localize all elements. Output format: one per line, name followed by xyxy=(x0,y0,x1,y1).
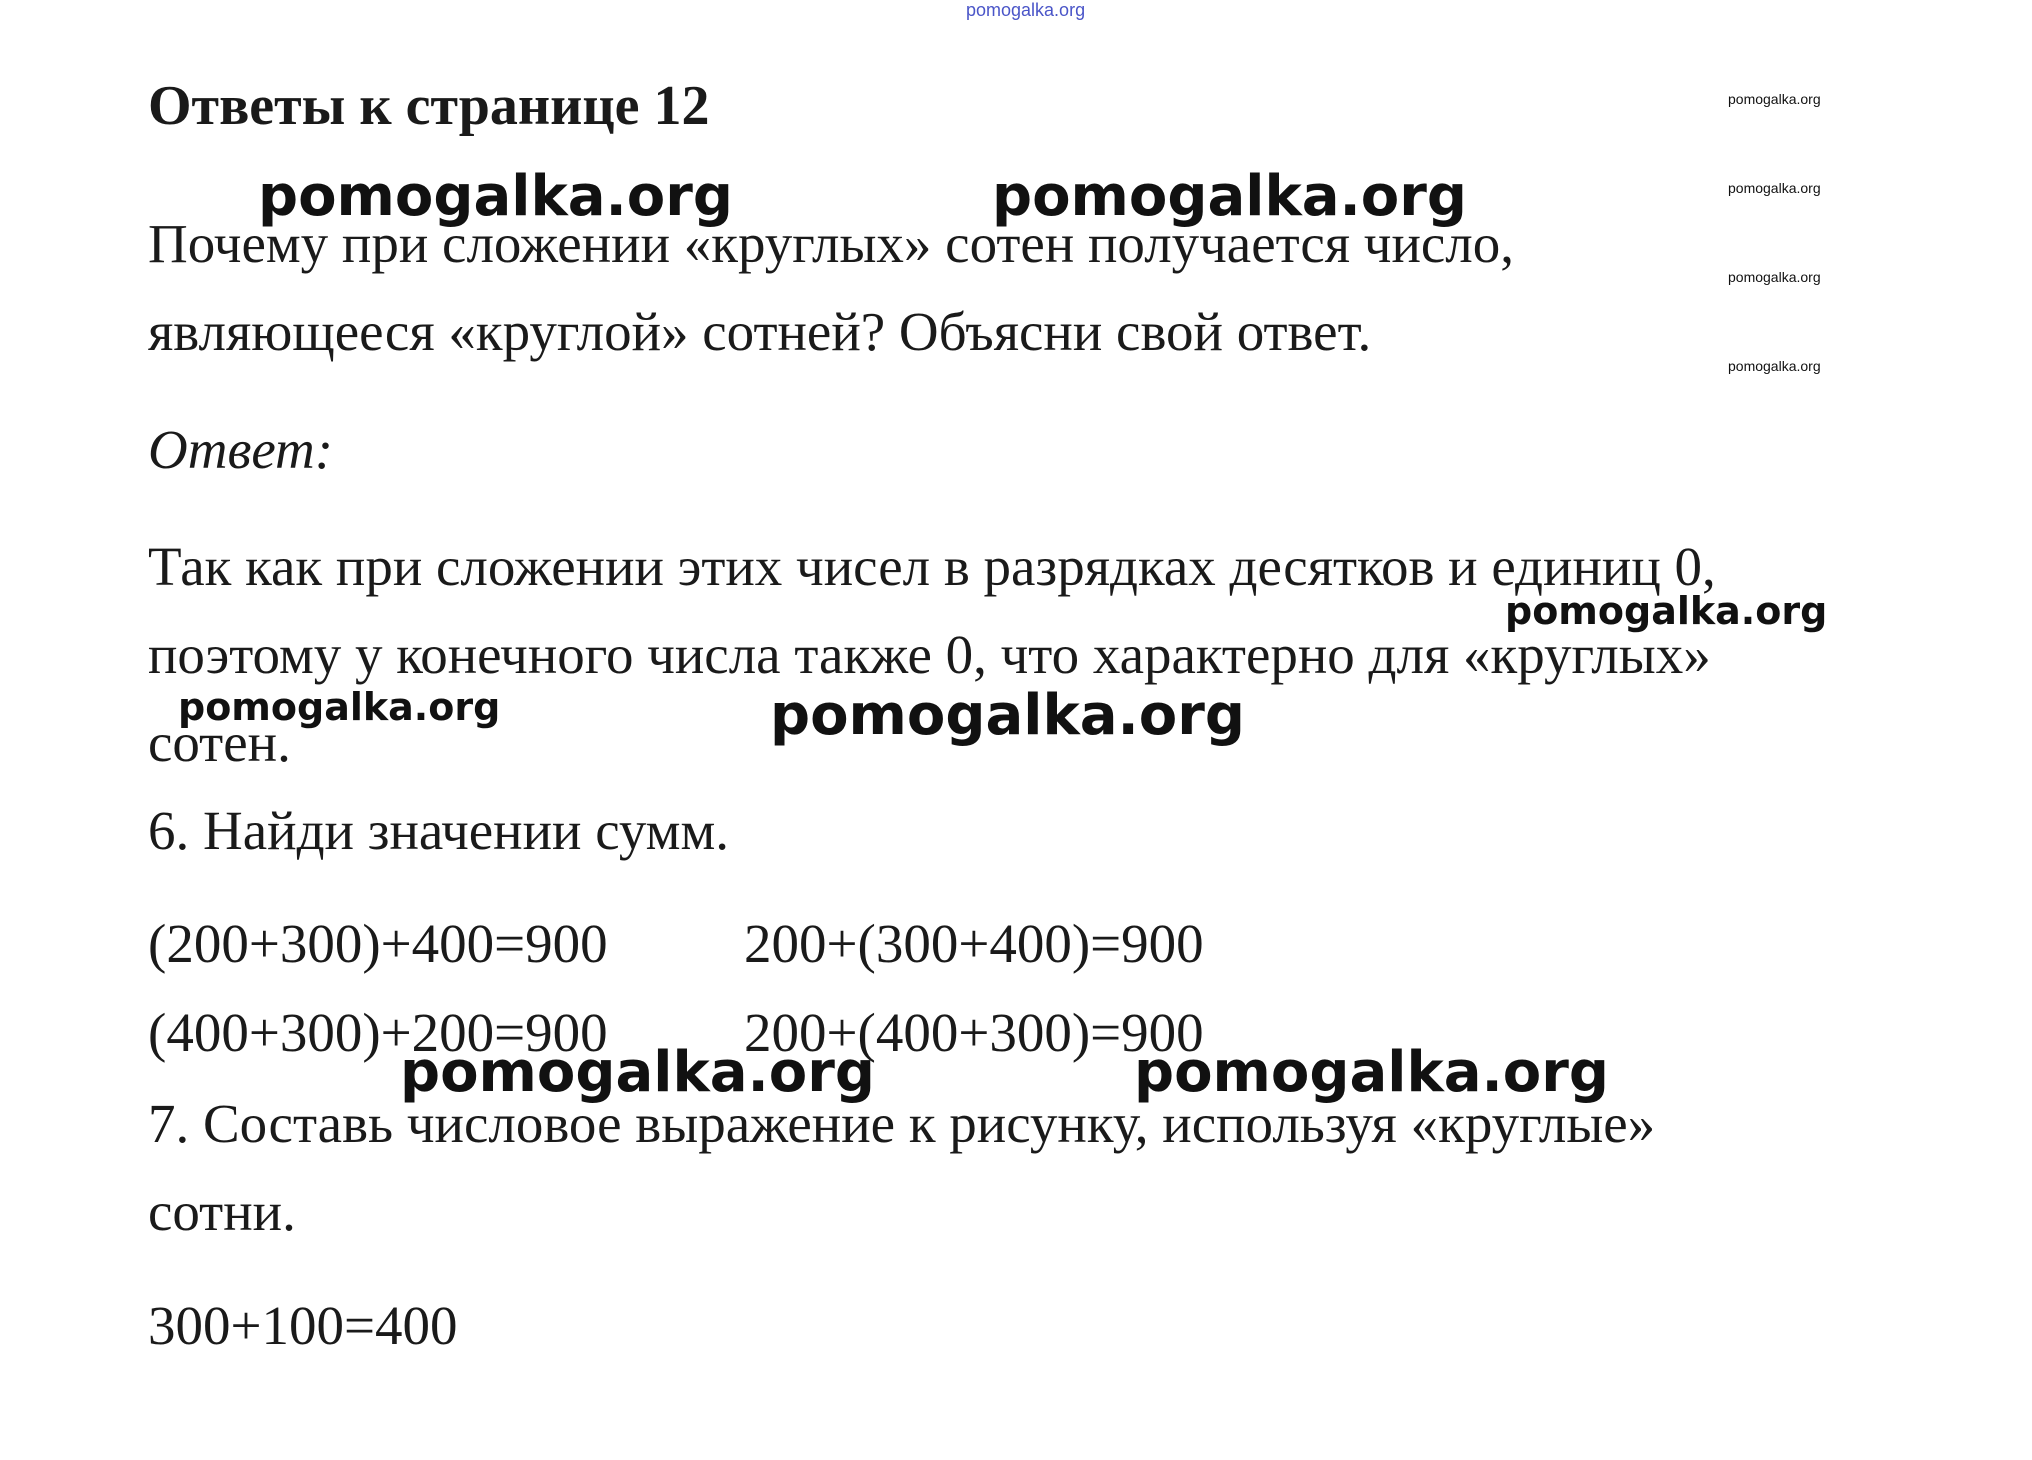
task6-heading: 6. Найди значении сумм. xyxy=(148,800,730,861)
question-line-1: Почему при сложении «круглых» сотен получается число, xyxy=(148,213,1515,274)
answer-line-3: сотен. xyxy=(148,712,291,773)
answer-line-2: поэтому у конечного числа также 0, что характерно для «круглых» xyxy=(148,624,1711,685)
task6-expression: 200+(300+400)=900 xyxy=(744,913,1204,974)
task7-line-2: сотни. xyxy=(148,1181,296,1242)
watermark: pomogalka.org xyxy=(992,164,1467,229)
watermark: pomogalka.org xyxy=(770,683,1245,748)
watermark: pomogalka.org xyxy=(1134,1040,1609,1105)
question-line-2: являющееся «круглой» сотней? Объясни свой ответ. xyxy=(148,301,1372,362)
task7-answer: 300+100=400 xyxy=(148,1295,458,1356)
task6-expression: (400+300)+200=900 xyxy=(148,1002,608,1063)
watermark: pomogalka.org xyxy=(178,685,501,729)
task7-line-1: 7. Составь числовое выражение к рисунку, используя «круглые» xyxy=(148,1093,1656,1154)
watermark: pomogalka.org xyxy=(1505,589,1828,633)
side-watermark: pomogalka.org xyxy=(1728,269,1821,285)
task6-expression: 200+(400+300)=900 xyxy=(744,1002,1204,1063)
answer-label: Ответ: xyxy=(148,419,334,480)
answer-line-1: Так как при сложении этих чисел в разрядках десятков и единиц 0, xyxy=(148,536,1716,597)
watermark-top: pomogalka.org xyxy=(966,0,1086,20)
page-title: Ответы к странице 12 xyxy=(148,75,710,137)
side-watermark: pomogalka.org xyxy=(1728,180,1821,196)
watermark: pomogalka.org xyxy=(400,1040,875,1105)
task6-expression: (200+300)+400=900 xyxy=(148,913,608,974)
side-watermark: pomogalka.org xyxy=(1728,91,1821,107)
watermark: pomogalka.org xyxy=(258,164,733,229)
side-watermark: pomogalka.org xyxy=(1728,358,1821,374)
